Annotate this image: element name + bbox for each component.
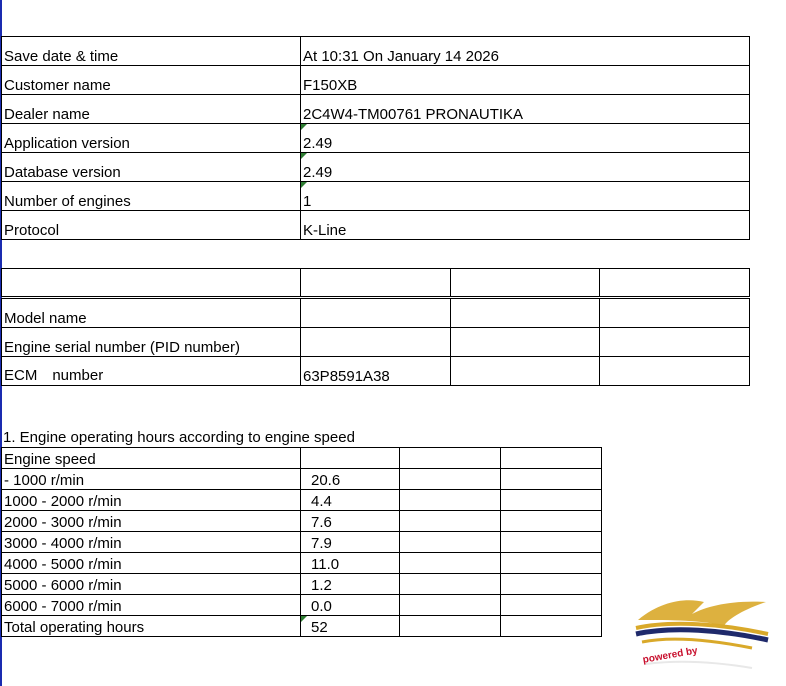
speed-range: 6000 - 7000 r/min	[2, 595, 301, 616]
total-label: Total operating hours	[2, 616, 301, 637]
info-label: Protocol	[2, 211, 301, 240]
table-row	[2, 357, 750, 386]
speed-range: 2000 - 3000 r/min	[2, 511, 301, 532]
table-row	[2, 153, 750, 182]
table-row	[2, 66, 750, 95]
hours-header-row	[2, 448, 602, 469]
table-row	[2, 298, 750, 328]
info-value: 2C4W4-TM00761 PRONAUTIKA	[301, 95, 750, 124]
table-row	[2, 95, 750, 124]
table-row	[2, 511, 602, 532]
engine-label: Engine serial number (PID number)	[2, 328, 301, 357]
hours-value: 0.0	[301, 595, 400, 616]
engine-info-table	[1, 268, 750, 386]
engine-header-cell	[301, 269, 451, 298]
table-row	[2, 553, 602, 574]
table-row	[2, 469, 602, 490]
total-row	[2, 616, 602, 637]
info-value: K-Line	[301, 211, 750, 240]
speed-range: 3000 - 4000 r/min	[2, 532, 301, 553]
engine-header-cell	[600, 269, 750, 298]
logo-text: powered by	[641, 645, 699, 666]
info-label: Customer name	[2, 66, 301, 95]
info-value: F150XB	[301, 66, 750, 95]
hours-value: 7.9	[301, 532, 400, 553]
engine-header-cell	[2, 269, 301, 298]
speed-range: 1000 - 2000 r/min	[2, 490, 301, 511]
report-info-table	[1, 36, 750, 240]
hours-value: 7.6	[301, 511, 400, 532]
engine-label: Model name	[2, 298, 301, 328]
info-value: At 10:31 On January 14 2026	[301, 37, 750, 66]
engine-value	[301, 328, 451, 357]
brand-logo	[632, 590, 772, 672]
section-title: 1. Engine operating hours according to engine speed	[3, 429, 355, 446]
table-row	[2, 37, 750, 66]
hours-value: 11.0	[301, 553, 400, 574]
table-row	[2, 574, 602, 595]
operating-hours-table	[1, 447, 602, 637]
engine-header-row	[2, 269, 750, 298]
info-label: Application version	[2, 124, 301, 153]
engine-label: ECM number	[2, 357, 301, 386]
info-value: 2.49	[301, 153, 750, 182]
table-row	[2, 211, 750, 240]
info-label: Number of engines	[2, 182, 301, 211]
info-label: Dealer name	[2, 95, 301, 124]
speed-range: 5000 - 6000 r/min	[2, 574, 301, 595]
total-value: 52	[301, 616, 400, 637]
engine-header-cell	[450, 269, 600, 298]
info-label: Save date & time	[2, 37, 301, 66]
table-row	[2, 595, 602, 616]
info-value: 1	[301, 182, 750, 211]
speed-range: 4000 - 5000 r/min	[2, 553, 301, 574]
table-row	[2, 532, 602, 553]
table-row	[2, 328, 750, 357]
hours-header-label: Engine speed	[2, 448, 301, 469]
info-value: 2.49	[301, 124, 750, 153]
table-row	[2, 124, 750, 153]
hours-value: 1.2	[301, 574, 400, 595]
table-row	[2, 490, 602, 511]
table-row	[2, 182, 750, 211]
hours-value: 4.4	[301, 490, 400, 511]
info-label: Database version	[2, 153, 301, 182]
engine-value	[301, 298, 451, 328]
hours-value: 20.6	[301, 469, 400, 490]
speed-range: - 1000 r/min	[2, 469, 301, 490]
engine-value: 63P8591A38	[301, 357, 451, 386]
